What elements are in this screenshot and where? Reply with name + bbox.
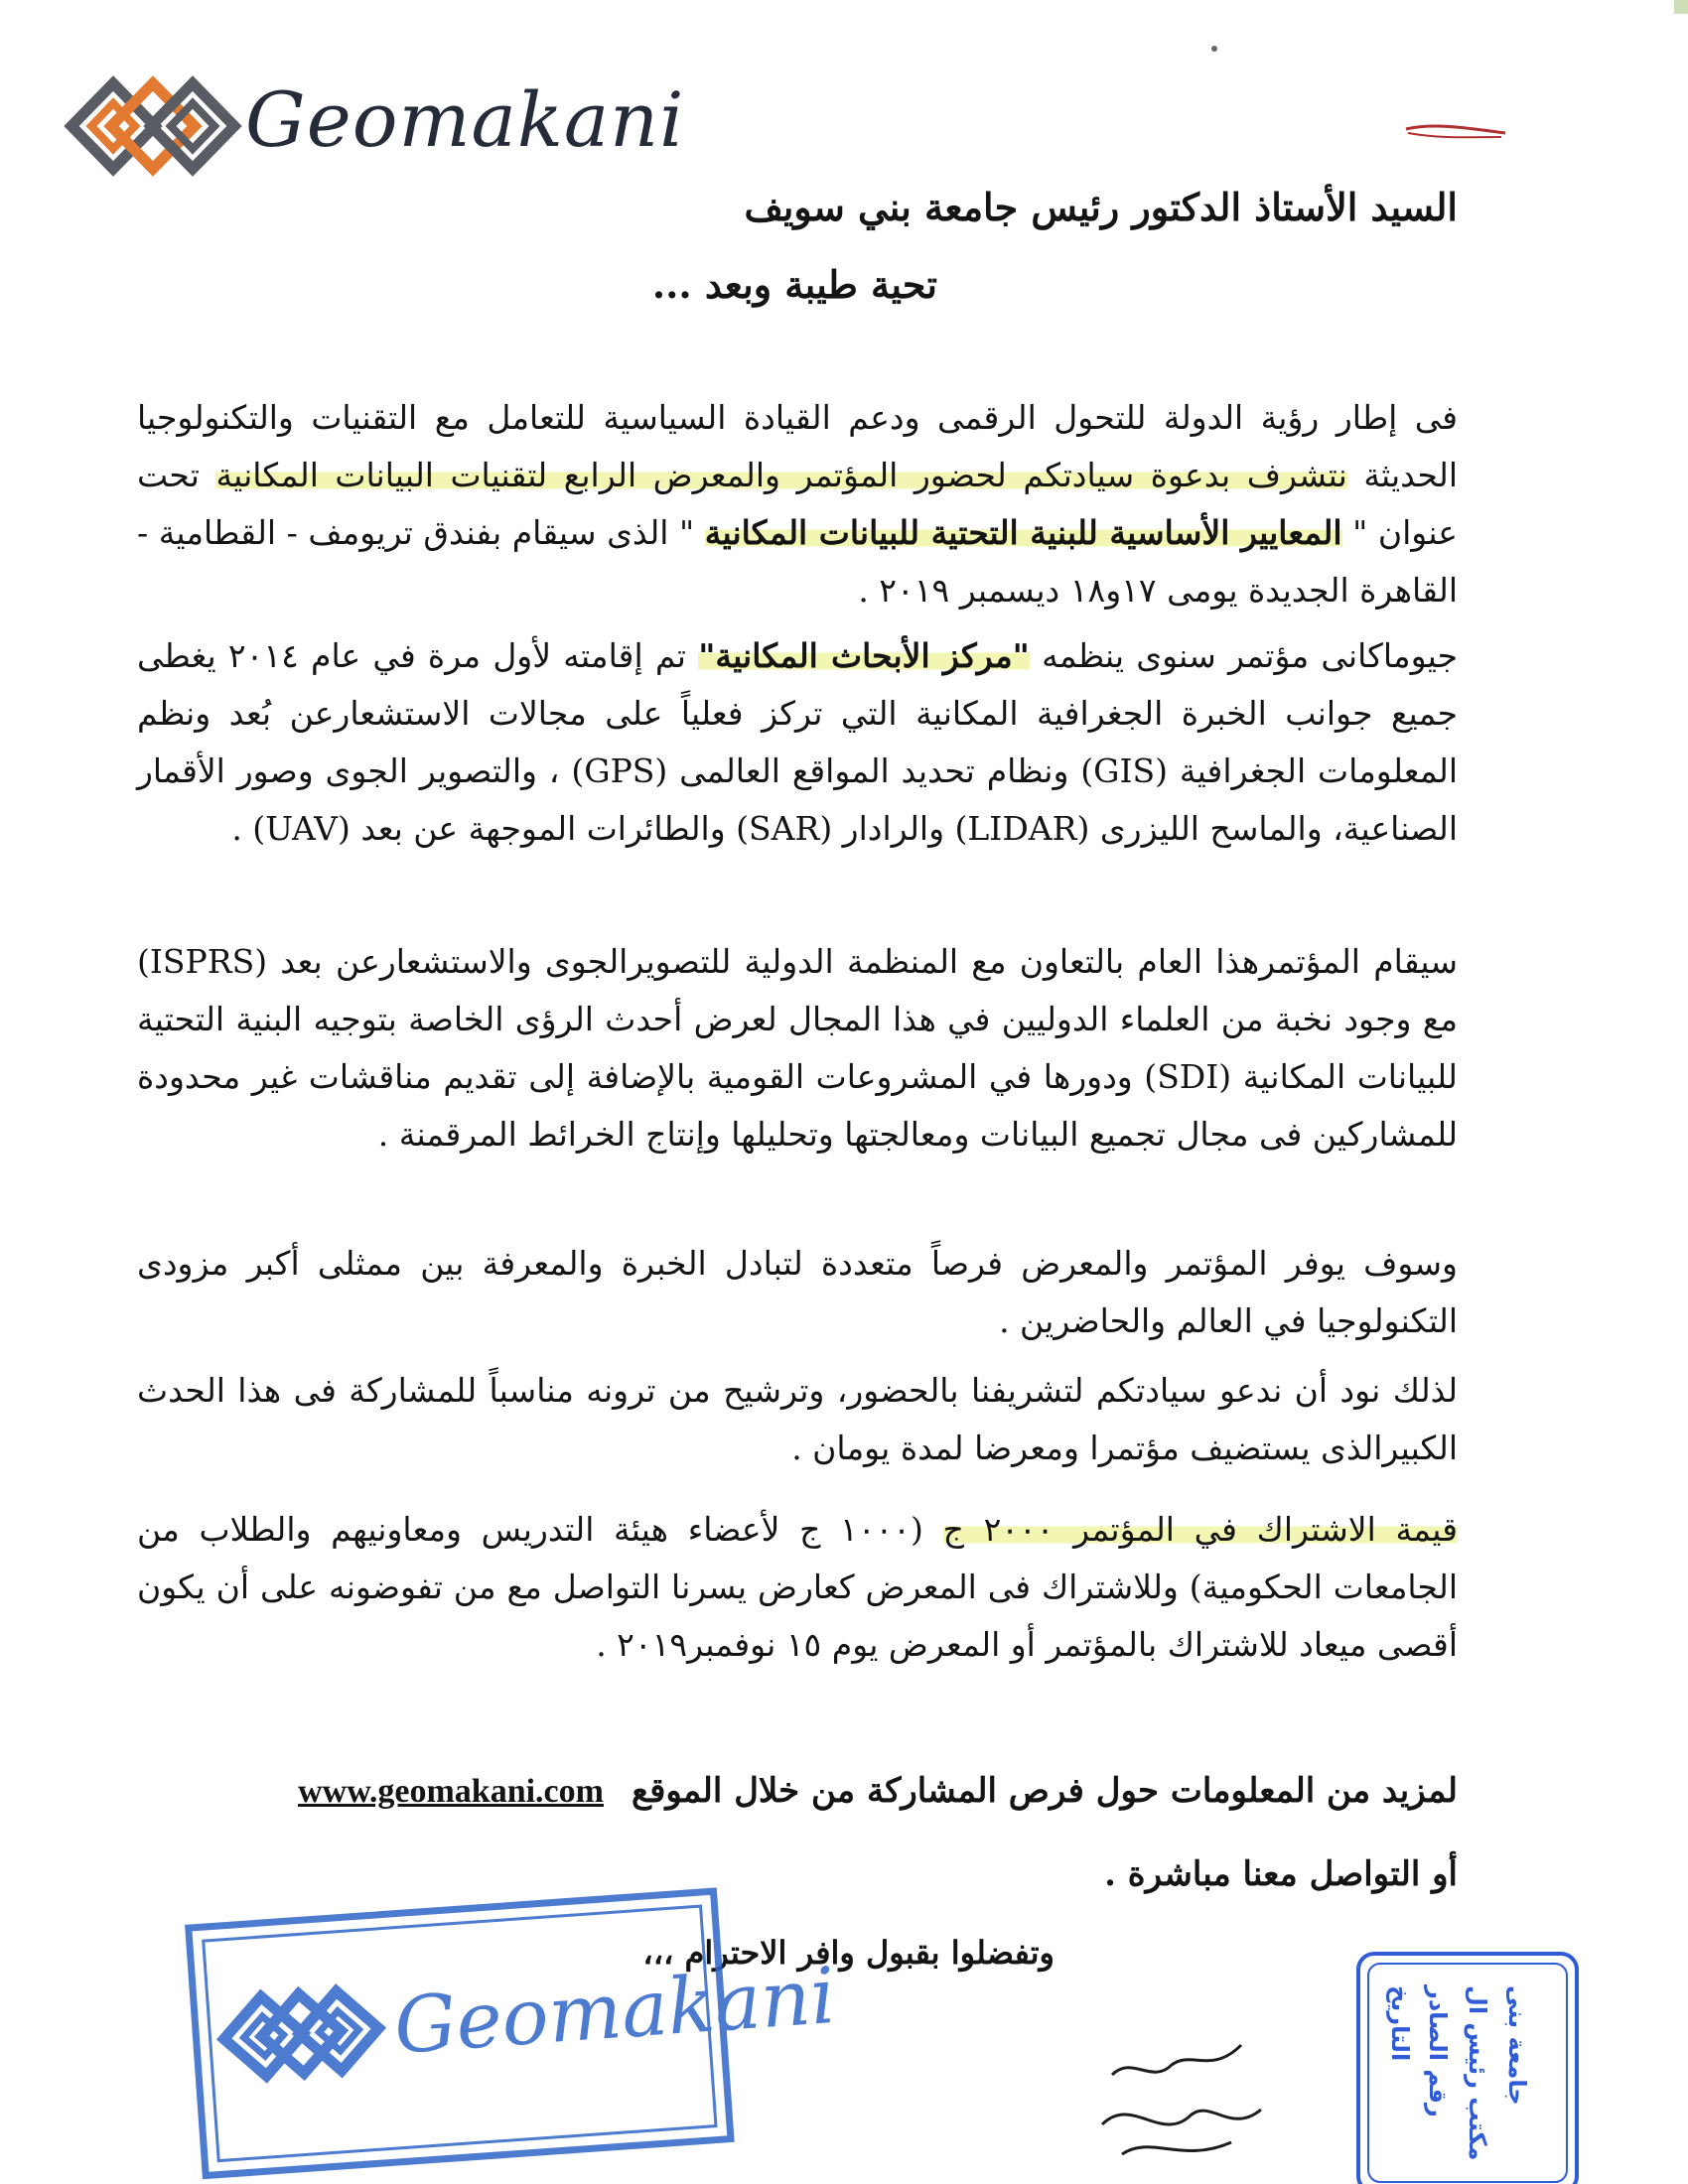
text-run: جيوماكانى مؤتمر سنوى ينظمه [1029,636,1459,675]
paragraph-invite-nominate: لذلك نود أن ندعو سيادتكم لتشريفنا بالحضور، وترشيح من ترونه مناسباً للمشاركة فى هذا الحدث الكبيرالذى يستضيف مؤتمرا ومعرضا لمدة يومان . [137,1371,1458,1467]
text-run: تم إقامته لأول مرة في عام ٢٠١٤ يغطى جميع جوانب الخبرة الجغرافية المكانية التي تركز فعلياً على مجالات الاستشعارعن بُعد ونظم المعلومات الجغرافية (GIS) ونظام تحديد المواقع العالمى (GPS) ، والتصوير الجوى وصور الأقمار الصناعية، والماسح الليزرى (LIDAR) والرادار (SAR) والطائرات الموجهة عن بعد (UAV) . [137,636,1458,848]
text-run: (١٠٠٠ ج لأعضاء هيئة التدريس ومعاونيهم والطلاب من الجامعات الحكومية) وللاشتراك فى المعرض كعارض يسرنا التواصل مع من تفوضونه على أن يكون أقصى ميعاد للاشتراك بالمؤتمر أو المعرض يوم ١٥ نوفمبر٢٠١٩ . [137,1510,1458,1664]
organizer-name: "مركز الأبحاث المكانية" [698,636,1030,675]
text-run: فى إطار رؤية الدولة للتحول الرقمى ودعم القيادة السياسية للتعامل مع التقنيات والتكنولوجيا الحديثة [137,398,1459,494]
signature [1092,2015,1271,2174]
contact-line: أو التواصل معنا مباشرة . [1104,1854,1458,1894]
greeting-line: تحية طيبة وبعد ... [651,262,937,307]
fee-amount: ٢٠٠٠ ج [942,1510,1055,1549]
recipient-line: السيد الأستاذ الدكتور رئيس جامعة بني سويف [744,185,1458,229]
stamp-text: Geomakani [391,1951,839,2072]
paragraph-isprs: سيقام المؤتمرهذا العام بالتعاون مع المنظمة الدولية للتصويرالجوى والاستشعارعن بعد (ISPRS) مع وجود نخبة من العلماء الدوليين في هذا المجال لعرض أحدث الرؤى الخاصة بتوجيه البنية التحتية للبيانات المكانية (SDI) ودورها في المشروعات القومية بالإضافة إلى تقديم مناقشات غير محدودة للمشاركين فى مجال تجميع البيانات ومعالجتها وتحليلها وإنتاج الخرائط المرقمنة . [137,942,1458,1154]
paragraph-about [137,627,1458,858]
stamp-line-office: مكتب رئيس ال [1464,1985,1491,2161]
company-logo [62,71,685,181]
paragraph-opportunities: وسوف يوفر المؤتمر والمعرض فرصاً متعددة لتبادل الخبرة والمعرفة بين ممثلى أكبر مزودى التكنولوجيا في العالم والحاضرين . [137,1244,1458,1340]
paragraph-fees [137,1501,1458,1674]
conference-title: المعايير الأساسية للبنية التحتية للبيانات المكانية [704,513,1342,552]
stamp-line-number: رقم الصادر [1424,1985,1452,2117]
logo-diamond-icon [62,71,240,181]
text-run: تحت عنوان " [137,456,1458,552]
pen-stroke-mark [1402,117,1509,143]
closing-line: وتفضلوا بقبول وافر الاحترام ،،، [642,1934,1055,1972]
office-stamp [1350,1946,1549,2184]
paragraph-invitation [137,389,1458,619]
company-stamp [187,1891,839,2179]
text-run: قيمة الاشتراك في المؤتمر [1054,1510,1458,1549]
logo-wordmark: Geomakani [245,75,685,164]
scan-speck [1211,46,1217,52]
highlighted-text: نتشرف بدعوة سيادتكم لحضور المؤتمر والمعرض الرابع لتقنيات البيانات المكانية [215,456,1347,494]
website-link[interactable]: www.geomakani.com [298,1773,604,1810]
stamp-line-university: جامعة بنى [1503,1985,1531,2106]
more-info-text: لمزيد من المعلومات حول فرص المشاركة من خلال الموقع [631,1771,1458,1811]
stamp-line-date: التاريخ [1386,1985,1414,2062]
more-info-line [137,1771,1458,1811]
scan-edge-strip [1674,0,1688,14]
text-run: " الذى سيقام بفندق تريومف - القطامية - القاهرة الجديدة يومى ١٧و١٨ ديسمبر ٢٠١٩ . [137,513,1458,610]
